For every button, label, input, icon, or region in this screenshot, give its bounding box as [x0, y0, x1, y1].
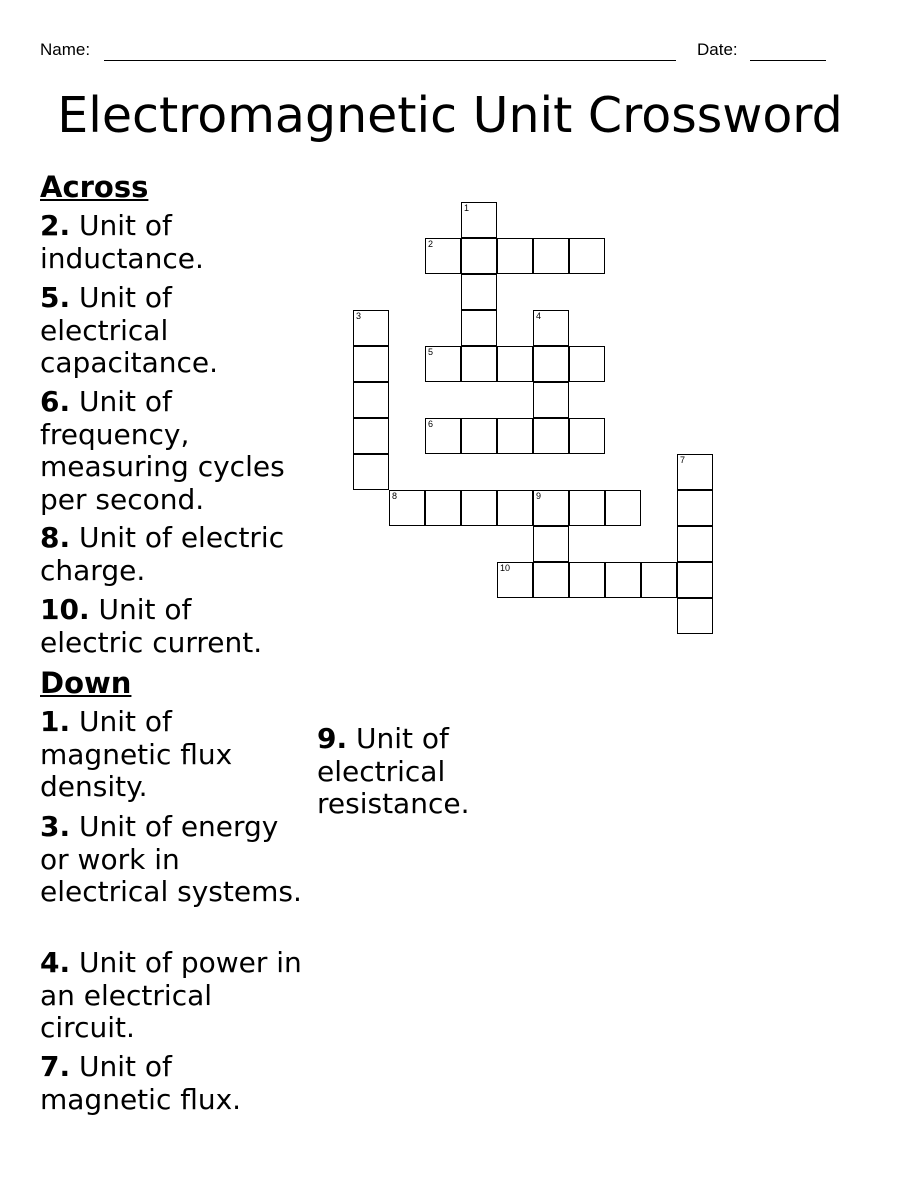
grid-cell[interactable] [353, 454, 389, 490]
clue-text: Unit of electric charge. [40, 521, 285, 587]
grid-cell[interactable] [677, 490, 713, 526]
grid-cell[interactable] [533, 418, 569, 454]
clue-text: Unit of electrical resistance. [317, 722, 470, 820]
grid-cell[interactable] [425, 490, 461, 526]
clue-down-1 [40, 706, 270, 804]
grid-cell[interactable] [677, 562, 713, 598]
clue-down-9 [317, 723, 517, 821]
grid-cell[interactable] [425, 238, 461, 274]
grid-cell[interactable] [533, 382, 569, 418]
clue-number: 1. [40, 705, 71, 738]
clue-down-7 [40, 1051, 300, 1116]
grid-cell[interactable] [461, 202, 497, 238]
grid-cell[interactable] [677, 454, 713, 490]
grid-cell[interactable] [533, 562, 569, 598]
cell-number: 6 [428, 419, 434, 429]
grid-cell[interactable] [533, 346, 569, 382]
across-heading: Across [40, 170, 149, 204]
clue-text: Unit of power in an electrical circuit. [40, 946, 302, 1044]
grid-cell[interactable] [461, 274, 497, 310]
grid-cell[interactable] [461, 310, 497, 346]
cell-number: 4 [536, 311, 542, 321]
grid-cell[interactable] [569, 490, 605, 526]
grid-cell[interactable] [497, 238, 533, 274]
clue-text: Unit of magnetic flux density. [40, 705, 233, 803]
clue-number: 5. [40, 281, 71, 314]
clue-text: Unit of energy or work in electrical systems. [40, 810, 302, 908]
clue-across-6 [40, 386, 305, 516]
grid-cell[interactable] [641, 562, 677, 598]
grid-cell[interactable] [569, 418, 605, 454]
grid-cell[interactable] [497, 418, 533, 454]
clue-down-3 [40, 811, 312, 909]
clue-number: 8. [40, 521, 71, 554]
cell-number: 3 [356, 311, 362, 321]
grid-cell[interactable] [569, 346, 605, 382]
grid-cell[interactable] [425, 418, 461, 454]
grid-cell[interactable] [497, 490, 533, 526]
clue-text: Unit of electric current. [40, 593, 263, 659]
grid-cell[interactable] [605, 490, 641, 526]
grid-cell[interactable] [425, 346, 461, 382]
grid-cell[interactable] [569, 562, 605, 598]
grid-cell[interactable] [569, 238, 605, 274]
clue-across-2 [40, 210, 300, 275]
grid-cell[interactable] [353, 382, 389, 418]
date-label: Date: [697, 40, 738, 59]
cell-number: 10 [500, 563, 511, 573]
grid-cell[interactable] [389, 490, 425, 526]
cell-number: 7 [680, 455, 686, 465]
clue-across-5 [40, 282, 300, 380]
cell-number: 8 [392, 491, 398, 501]
name-field[interactable] [104, 60, 676, 61]
clue-across-10 [40, 594, 300, 659]
clue-number: 9. [317, 722, 348, 755]
date-field[interactable] [750, 60, 826, 61]
grid-cell[interactable] [677, 598, 713, 634]
grid-cell[interactable] [533, 526, 569, 562]
grid-cell[interactable] [353, 418, 389, 454]
cell-number: 1 [464, 203, 470, 213]
cell-number: 9 [536, 491, 542, 501]
clue-number: 2. [40, 209, 71, 242]
clue-text: Unit of magnetic flux. [40, 1050, 242, 1116]
grid-cell[interactable] [497, 562, 533, 598]
cell-number: 2 [428, 239, 434, 249]
grid-cell[interactable] [533, 238, 569, 274]
clue-text: Unit of frequency, measuring cycles per second. [40, 385, 285, 516]
grid-cell[interactable] [353, 310, 389, 346]
clue-text: Unit of inductance. [40, 209, 204, 275]
grid-cell[interactable] [497, 346, 533, 382]
grid-cell[interactable] [677, 526, 713, 562]
cell-number: 5 [428, 347, 434, 357]
clue-number: 7. [40, 1050, 71, 1083]
clue-number: 3. [40, 810, 71, 843]
down-heading: Down [40, 666, 132, 700]
clue-number: 6. [40, 385, 71, 418]
grid-cell[interactable] [461, 346, 497, 382]
name-label: Name: [40, 40, 91, 59]
clue-number: 10. [40, 593, 90, 626]
clue-down-4 [40, 947, 312, 1045]
grid-cell[interactable] [605, 562, 641, 598]
clue-number: 4. [40, 946, 71, 979]
grid-cell[interactable] [461, 418, 497, 454]
grid-cell[interactable] [533, 490, 569, 526]
header-row [40, 40, 840, 64]
clue-text: Unit of electrical capacitance. [40, 281, 219, 379]
page-title: Electromagnetic Unit Crossword [57, 87, 843, 144]
grid-cell[interactable] [533, 310, 569, 346]
grid-cell[interactable] [353, 346, 389, 382]
clue-across-8 [40, 522, 300, 587]
grid-cell[interactable] [461, 238, 497, 274]
grid-cell[interactable] [461, 490, 497, 526]
